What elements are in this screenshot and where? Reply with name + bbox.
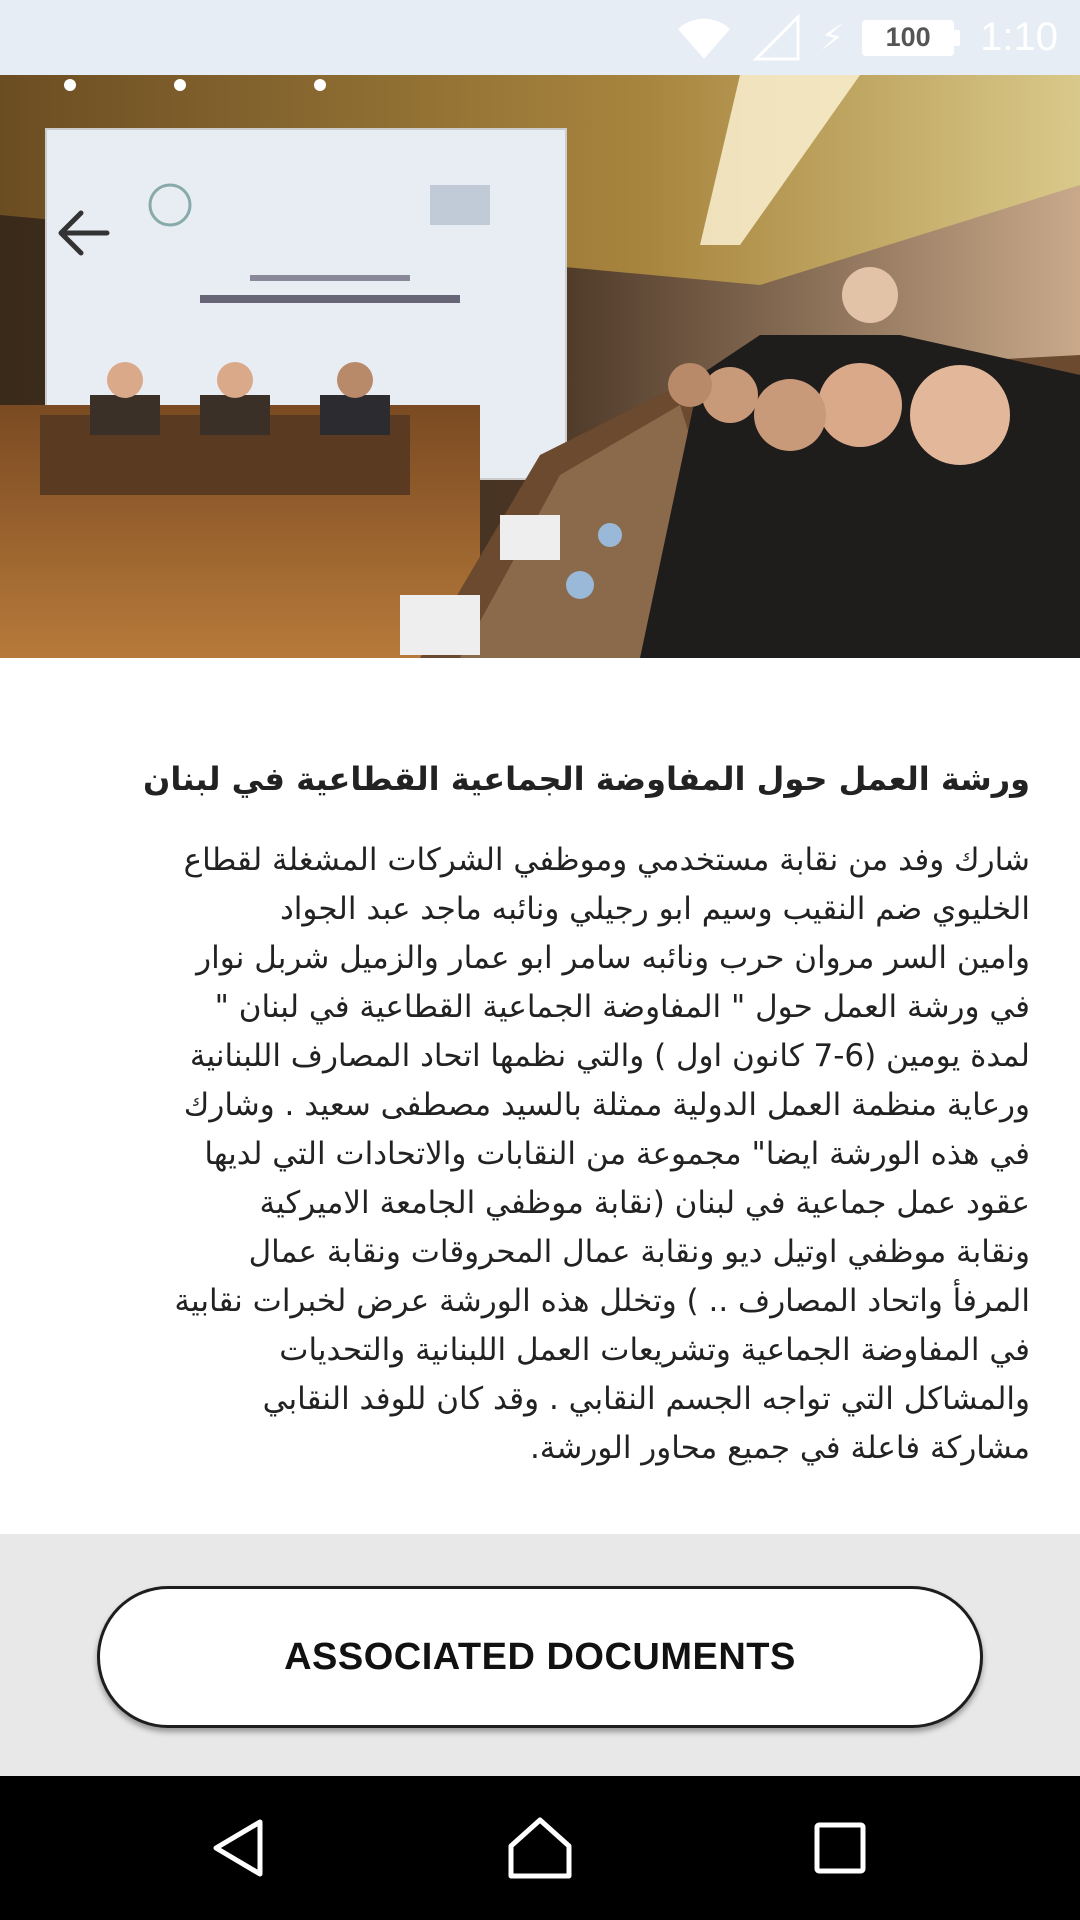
charging-icon: ⚡ [820,17,845,58]
battery-level: 100 [885,22,931,52]
navigation-bar [0,1776,1080,1920]
home-nav-icon [505,1816,575,1880]
back-nav-icon [208,1816,272,1880]
wifi-icon [674,13,734,63]
article [0,658,1080,1534]
status-bar [0,0,1080,75]
article-title: ورشة العمل حول المفاوضة الجماعية القطاعية في لبنان [143,760,1030,798]
associated-documents-button[interactable] [97,1586,983,1728]
nav-recents-button[interactable] [790,1798,890,1898]
status-time: 1:10 [980,15,1058,59]
documents-section [0,1534,1080,1776]
nav-home-button[interactable] [490,1798,590,1898]
article-body: شارك وفد من نقابة مستخدمي وموظفي الشركات المشغلة لقطاع الخليوي ضم النقيب وسيم ابو رجيلي ونائبه ماجد عبد الجواد وامين السر مروان حرب ونائبه سامر ابو عمار والزميل شربل نوار في ورشة العمل حول " المفاوضة الجماعية القطاعية في لبنان " لمدة يومين (6-7 كانون اول ) والتي نظمها اتحاد المصارف اللبنانية ورعاية منظمة العمل الدولية ممثلة بالسيد مصطفى سعيد . وشارك في هذه الورشة ايضا" مجموعة من النقابات والاتحادات التي لديها عقود عمل جماعية في لبنان (نقابة موظفي الجامعة الاميركية ونقابة موظفي اوتيل ديو ونقابة عمال المحروقات ونقابة عمال المرفأ واتحاد المصارف .. ) وتخلل هذه الورشة عرض لخبرات نقابية في المفاوضة الجماعية وتشريعات العمل اللبنانية والتحديات والمشاكل التي تواجه الجسم النقابي . وقد كان للوفد النقابي مشاركة فاعلة في جميع محاور الورشة. [174,842,1030,1466]
associated-documents-label: ASSOCIATED DOCUMENTS [284,1635,796,1678]
status-icons [674,0,1058,75]
cell-signal-icon [752,13,802,63]
arrow-left-icon [55,209,111,257]
nav-back-button[interactable] [190,1798,290,1898]
hero-photo [0,75,1080,658]
recents-nav-icon [812,1820,868,1876]
battery-icon [862,18,962,58]
back-button[interactable] [48,203,118,263]
